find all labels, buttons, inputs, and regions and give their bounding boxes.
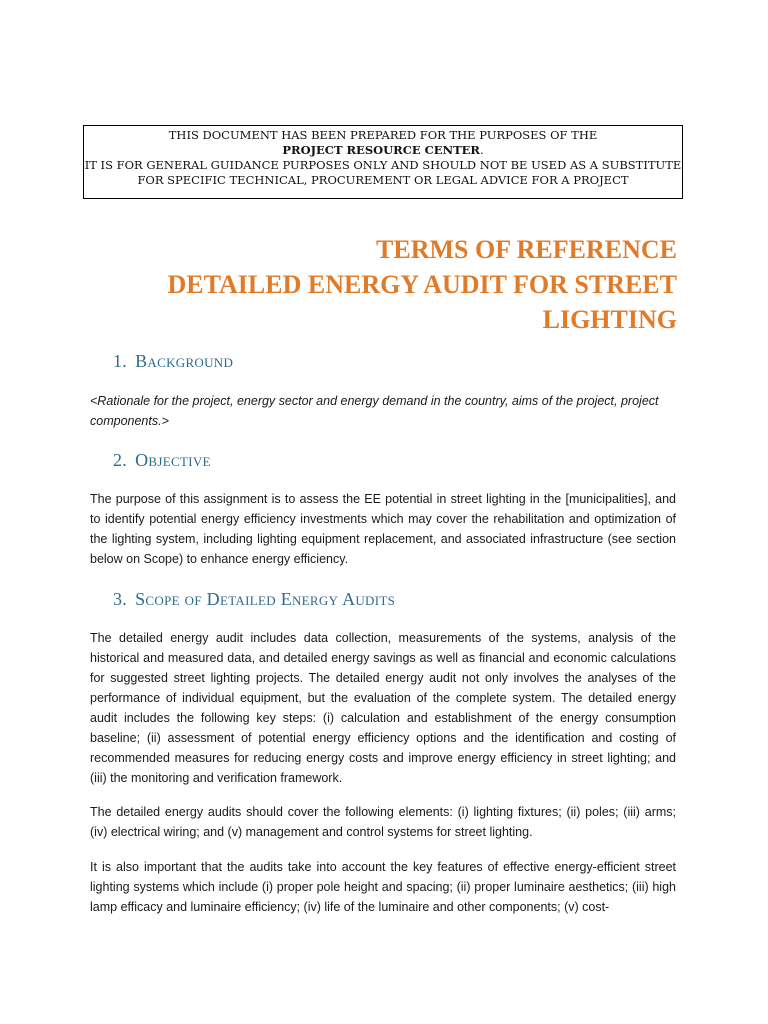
- section-number: 2.: [113, 450, 128, 470]
- background-paragraph: <Rationale for the project, energy sector and energy demand in the country, aims of the project, project components.>: [90, 394, 659, 428]
- title-line-3: LIGHTING: [542, 305, 677, 334]
- disclaimer-line-3: IT IS FOR GENERAL GUIDANCE PURPOSES ONLY AND SHOULD NOT BE USED AS A SUBSTITUTE: [84, 158, 682, 172]
- section-number: 3.: [113, 589, 128, 609]
- document-title: [117, 232, 677, 337]
- section-heading-objective: [113, 450, 211, 471]
- title-line-2: DETAILED ENERGY AUDIT FOR STREET: [167, 270, 677, 299]
- disclaimer-box: [83, 125, 683, 199]
- scope-paragraph-2: The detailed energy audits should cover the following elements: (i) lighting fixtures; (ii) poles; (iii) arms; (iv) electrical wiring; and (v) management and control systems for street lighting.: [90, 805, 676, 839]
- disclaimer-line-1: THIS DOCUMENT HAS BEEN PREPARED FOR THE PURPOSES OF THE: [168, 128, 598, 142]
- project-resource-center: PROJECT RESOURCE CENTER: [282, 143, 480, 157]
- disclaimer-line-4: FOR SPECIFIC TECHNICAL, PROCUREMENT OR LEGAL ADVICE FOR A PROJECT: [137, 173, 629, 187]
- disclaimer-line-2-suffix: .: [479, 143, 484, 157]
- section-number: 1.: [113, 351, 128, 371]
- section-heading-background: [113, 351, 233, 372]
- title-line-1: TERMS OF REFERENCE: [376, 235, 677, 264]
- section-heading-scope: [113, 589, 395, 610]
- section-title: Background: [135, 351, 234, 371]
- scope-paragraph-1: The detailed energy audit includes data collection, measurements of the systems, analysis of the historical and measured data, and detailed energy savings as well as financial and economic calculations for suggested street lighting projects. The detailed energy audit not only involves the analyses of the performance of individual equipment, but the evaluation of the complete system. The detailed energy audit includes the following key steps: (i) calculation and establishment of the energy consumption baseline; (ii) assessment of potential energy efficiency options and the identification and costing of recommended measures for reducing energy costs and improve energy efficiency in street lighting; and (iii) the monitoring and verification framework.: [90, 631, 676, 785]
- section-title: Objective: [135, 450, 211, 470]
- disclaimer-line-2: [84, 143, 682, 158]
- objective-paragraph: The purpose of this assignment is to assess the EE potential in street lighting in the [municipalities], and to identify potential energy efficiency investments which may cover the rehabilitation and optimization of the lighting system, including lighting equipment replacement, and associated infrastructure (see section below on Scope) to enhance energy efficiency.: [90, 492, 676, 566]
- scope-paragraph-3: It is also important that the audits take into account the key features of effective energy-efficient street lighting systems which include (i) proper pole height and spacing; (ii) proper luminaire aesthetics; (iii) high lamp efficacy and luminaire efficiency; (iv) life of the luminaire and other components; (v) cost-: [90, 860, 676, 914]
- section-title: Scope of Detailed Energy Audits: [135, 589, 396, 609]
